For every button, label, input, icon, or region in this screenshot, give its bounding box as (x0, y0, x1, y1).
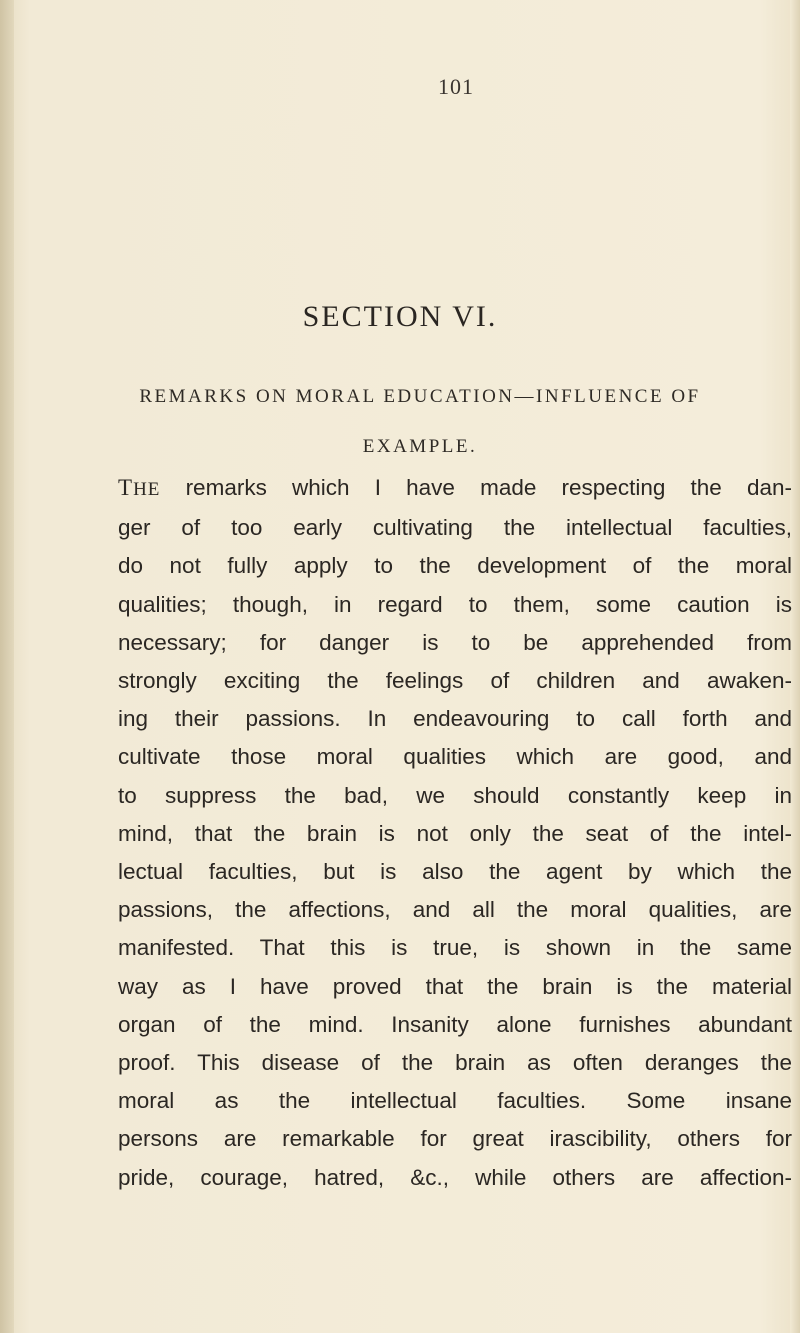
text-line: to suppress the bad, we should constantly keep in (118, 782, 792, 808)
body-paragraph (118, 469, 792, 1197)
text-line: qualities; though, in regard to them, some caution is (118, 591, 792, 617)
text-line: ger of too early cultivating the intellectual faculties, (118, 515, 792, 541)
page-gutter (0, 0, 14, 1333)
subtitle-line-2: EXAMPLE. (362, 436, 478, 457)
text-line: necessary; for danger is to be apprehended from (118, 629, 792, 655)
text-line: mind, that the brain is not only the seat of the intel- (118, 820, 792, 846)
text-line: organ of the mind. Insanity alone furnishes abundant (118, 1011, 792, 1037)
text-line: do not fully apply to the development of the moral (118, 553, 792, 579)
text-line: moral as the intellectual faculties. Some insane (118, 1088, 792, 1114)
drop-word-small-caps: HE (133, 479, 161, 500)
text-line: proof. This disease of the brain as often deranges the (118, 1050, 792, 1076)
page-number: 101 (438, 74, 474, 99)
text-line: way as I have proved that the brain is the material (118, 973, 792, 999)
text-line: manifested. That this is true, is shown in the same (118, 935, 792, 961)
text-line: persons are remarkable for great irascibility, others for (118, 1126, 792, 1152)
text-line: ing their passions. In endeavouring to call forth and (118, 706, 792, 732)
section-subtitle (120, 372, 720, 472)
subtitle-line-1: REMARKS ON MORAL EDUCATION—INFLUENCE OF (139, 386, 701, 407)
drop-word-capital: T (118, 475, 134, 500)
text-line: passions, the affections, and all the moral qualities, are (118, 897, 792, 923)
section-heading: SECTION VI. (302, 300, 498, 333)
line-text: remarks which I have made respecting the dan- (160, 475, 792, 500)
text-line: lectual faculties, but is also the agent by which the (118, 859, 792, 885)
text-line: pride, courage, hatred, &c., while others are affection- (118, 1164, 792, 1190)
text-line: strongly exciting the feelings of children and awaken- (118, 668, 792, 694)
text-line (118, 469, 792, 509)
text-line: cultivate those moral qualities which are good, and (118, 744, 792, 770)
